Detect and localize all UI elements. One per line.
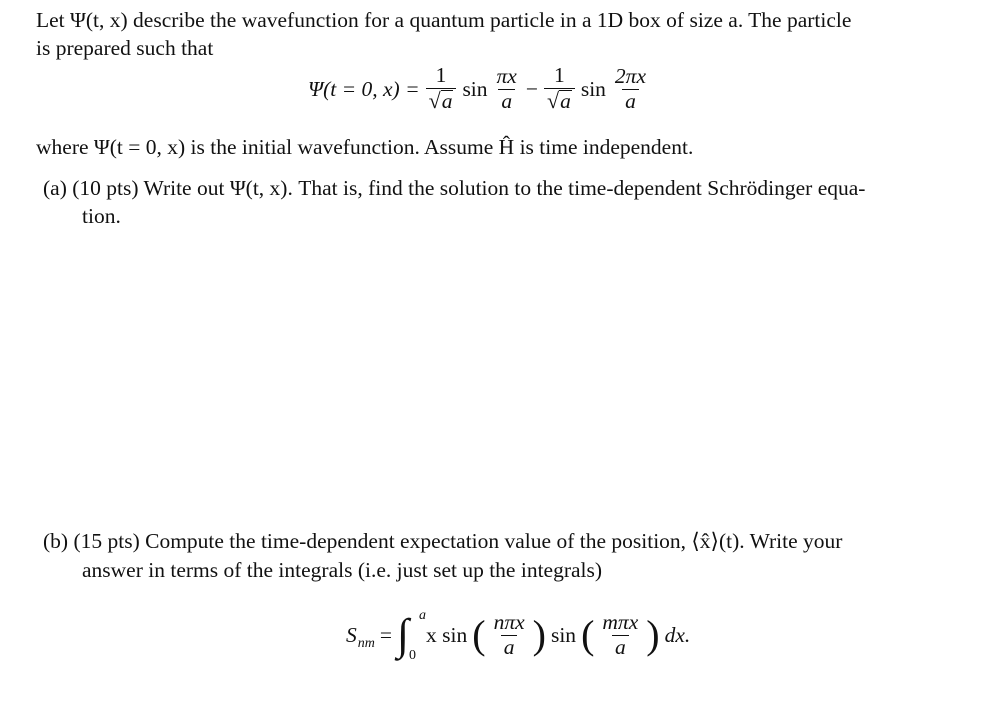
part-b-line-1: (b) (15 pts) Compute the time-dependent expectation value of the position, ⟨x̂⟩(t). Write your xyxy=(43,529,843,553)
integral-sign: ∫ a 0 xyxy=(397,608,427,663)
eq1-arg2 xyxy=(612,66,649,112)
eq2-equals: = xyxy=(379,622,393,647)
right-paren-1: ) xyxy=(532,612,546,657)
eq1-arg1-den: a xyxy=(498,89,515,113)
eq1-sin-2: sin xyxy=(580,76,606,101)
eq1-arg2-num: 2πx xyxy=(614,64,646,88)
integral-equation xyxy=(346,604,695,666)
left-paren-1: ( xyxy=(472,612,486,657)
integral-lower-limit: 0 xyxy=(409,648,417,663)
part-a-line-1: (a) (10 pts) Write out Ψ(t, x). That is, find the solution to the time-dependent Schrödinger equa- xyxy=(43,176,866,200)
eq1-coef1-den: a xyxy=(441,88,453,113)
eq2-arg-m-den: a xyxy=(612,635,629,659)
eq2-arg-n-num: nπx xyxy=(493,610,525,634)
initial-wavefunction-equation xyxy=(308,60,655,118)
eq1-coef2-num: 1 xyxy=(554,63,565,88)
eq2-x-sin: x sin xyxy=(426,622,468,647)
eq2-subscript: nm xyxy=(357,635,375,651)
eq1-coef2 xyxy=(544,65,575,113)
eq2-lhs: $S_{nm}$ xyxy=(346,622,375,651)
eq1-minus: − xyxy=(525,76,538,101)
eq2-dx: dx. xyxy=(664,622,691,647)
eq2-arg-n xyxy=(491,612,528,658)
eq1-lhs: Ψ(t = 0, x) = xyxy=(308,76,420,101)
intro-line-2: is prepared such that xyxy=(36,36,214,60)
sqrt-symbol: √ a xyxy=(428,88,453,114)
eq1-coef1 xyxy=(426,65,457,113)
eq1-coef1-num: 1 xyxy=(435,63,447,88)
eq1-arg2-den: a xyxy=(622,89,639,113)
integral-upper-limit: a xyxy=(419,608,427,623)
eq2-arg-m-num: mπx xyxy=(602,610,639,634)
right-paren-2: ) xyxy=(646,612,660,657)
eq2-arg-n-den: a xyxy=(501,635,518,659)
eq1-arg1 xyxy=(494,66,520,112)
eq2-arg-m xyxy=(599,612,641,658)
intro-line-1: Let Ψ(t, x) describe the wavefunction for a quantum particle in a 1D box of size a. The particle xyxy=(36,8,852,32)
part-b-line-2: answer in terms of the integrals (i.e. just set up the integrals) xyxy=(82,558,603,582)
eq2-sin: sin xyxy=(550,622,577,647)
sqrt-symbol: √ a xyxy=(547,88,571,114)
where-line: where Ψ(t = 0, x) is the initial wavefunction. Assume Ĥ is time independent. xyxy=(36,135,694,159)
eq1-coef2-den: a xyxy=(560,88,571,113)
part-a-line-2: tion. xyxy=(82,204,121,228)
left-paren-2: ( xyxy=(581,612,595,657)
eq1-sin-1: sin xyxy=(462,76,488,101)
eq1-arg1-num: πx xyxy=(496,64,517,88)
